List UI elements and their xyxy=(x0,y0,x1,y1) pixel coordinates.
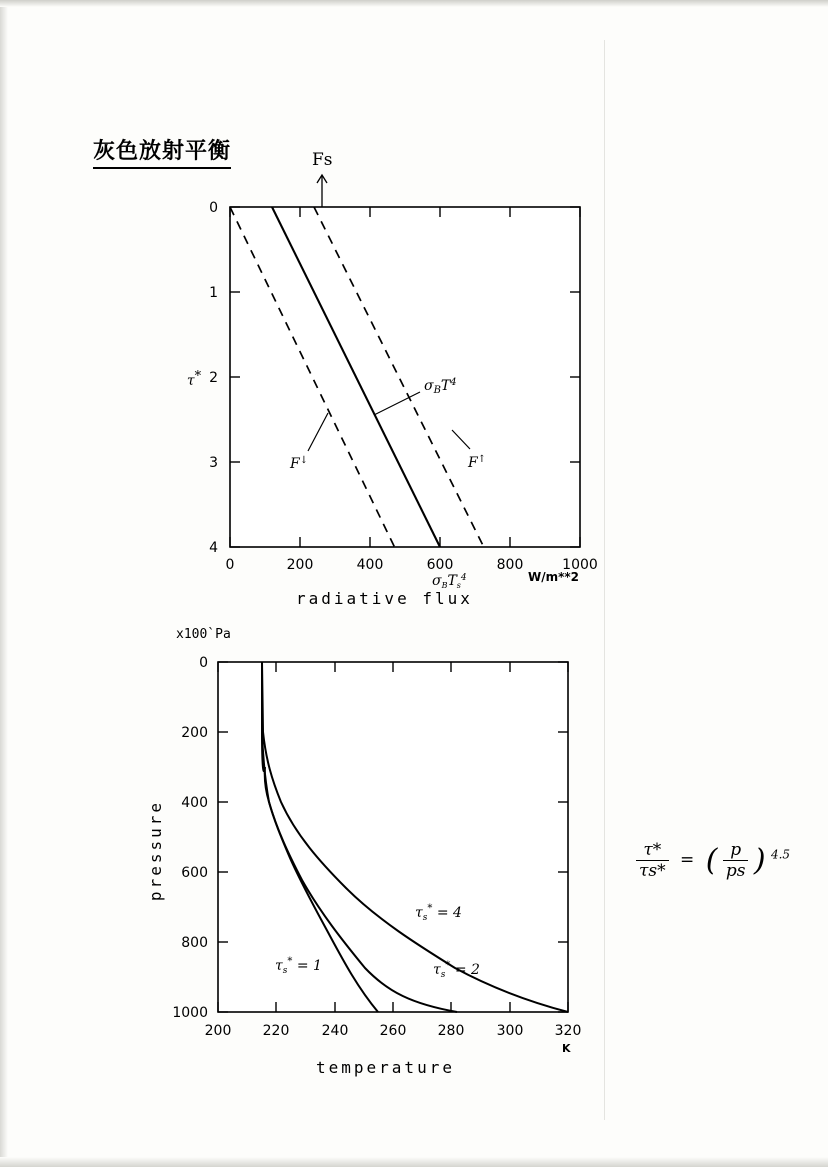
scan-edge-left xyxy=(0,0,8,1167)
scan-edge-top xyxy=(0,0,828,7)
xtick-600: 600 xyxy=(426,557,454,573)
chart2-ytick-200: 200 xyxy=(181,725,208,741)
yaxis-title-tau: τ* xyxy=(186,369,202,389)
handwritten-formula xyxy=(636,840,790,881)
formula-rhs: ( $\frac{p}{ps}$ ) $^{4.5}$ xyxy=(705,840,791,881)
annotation-sigma-t4: $\sigma_BT^4$ xyxy=(424,377,457,396)
chart2-x-unit: K xyxy=(562,1042,571,1055)
chart1-xaxis-title: radiative flux xyxy=(296,589,473,608)
handwritten-note-fs: Fs xyxy=(312,150,333,170)
chart2-yaxis-title: pressure xyxy=(146,800,165,902)
chart2-xaxis-title: temperature xyxy=(316,1058,455,1077)
ytick-4: 4 xyxy=(209,540,218,556)
chart2-xtick-220: 220 xyxy=(262,1023,290,1039)
page-title: 灰色放射平衡 xyxy=(93,134,231,169)
xtick-400: 400 xyxy=(356,557,384,573)
annotation-f-down: F↓ xyxy=(290,455,309,472)
ytick-0: 0 xyxy=(209,200,218,216)
chart2-y-unit: x100`Pa xyxy=(176,627,231,642)
chart2-xtick-200: 200 xyxy=(204,1023,232,1039)
xtick-800: 800 xyxy=(496,557,524,573)
chart2-xtick-280: 280 xyxy=(437,1023,465,1039)
chart-radiative-flux xyxy=(180,185,600,605)
ytick-2: 2 xyxy=(209,370,218,386)
chart2-ytick-1000: 1000 xyxy=(172,1005,208,1021)
ytick-1: 1 xyxy=(209,285,218,301)
chart2-xtick-240: 240 xyxy=(321,1023,349,1039)
chart1-x-unit: W/m**2 xyxy=(528,570,580,584)
formula-equals: = xyxy=(680,850,695,870)
formula-exponent: 4.5 xyxy=(770,847,791,862)
annotation-tau-s-4: $\tau_s^* = 4$ xyxy=(415,903,462,923)
scan-edge-bottom xyxy=(0,1157,828,1167)
annotation-tau-s-1: $\tau_s^* = 1$ xyxy=(275,956,322,976)
formula-lhs: $\frac{\tau*}{\tau s*}$ xyxy=(636,840,669,881)
chart2-xtick-260: 260 xyxy=(379,1023,407,1039)
xtick-200: 200 xyxy=(286,557,314,573)
xtick-0: 0 xyxy=(225,557,235,573)
annotation-sigma-ts4: $\sigma_BT_s^4$ xyxy=(432,573,467,590)
annotation-tau-s-2: $\tau_s^* = 2$ xyxy=(433,960,480,980)
ytick-3: 3 xyxy=(209,455,218,471)
chart2-ytick-0: 0 xyxy=(199,655,208,671)
chart2-ytick-800: 800 xyxy=(181,935,208,951)
annotation-f-up: F↑ xyxy=(468,454,487,471)
xtick-1000: 1000 xyxy=(562,557,598,573)
chart2-xtick-300: 300 xyxy=(496,1023,524,1039)
chart-temperature-profile xyxy=(150,640,610,1060)
chart2-ytick-600: 600 xyxy=(181,865,208,881)
chart2-ytick-400: 400 xyxy=(181,795,208,811)
chart2-xtick-320: 320 xyxy=(554,1023,582,1039)
